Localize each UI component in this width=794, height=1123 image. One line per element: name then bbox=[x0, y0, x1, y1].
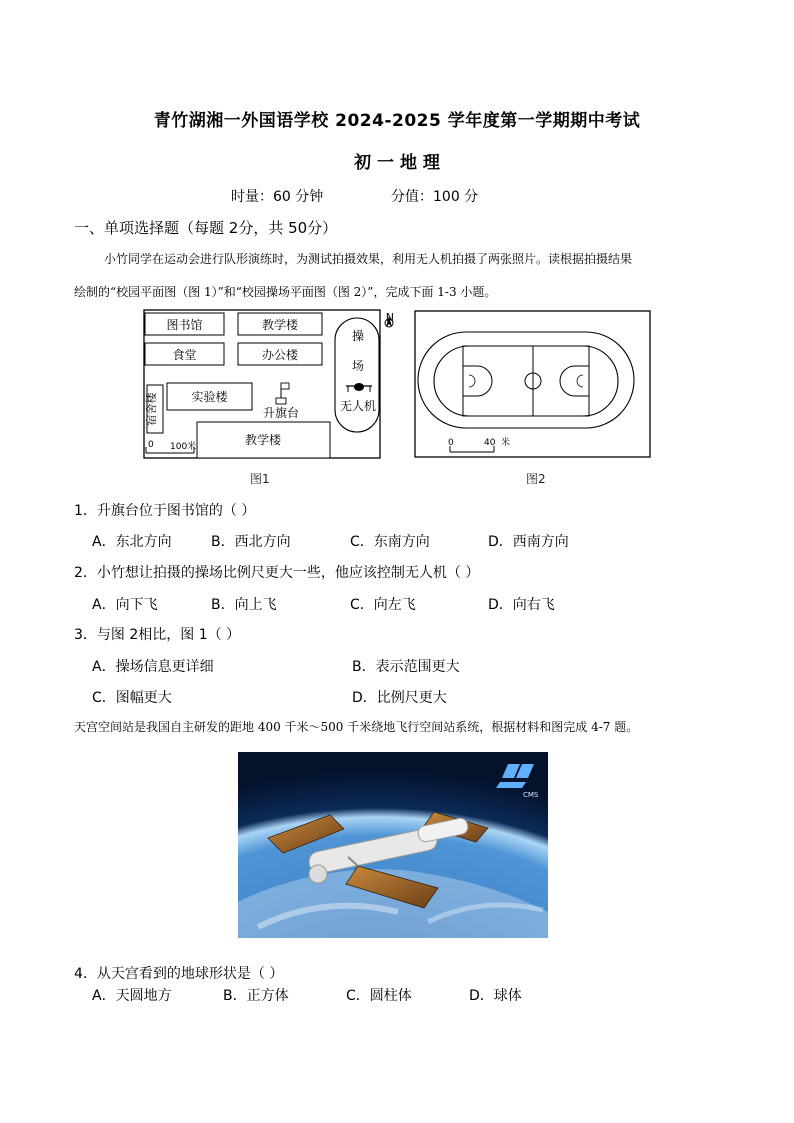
scale-2-40: 40 bbox=[484, 438, 496, 448]
question-2-option-c: C．向左飞 bbox=[350, 597, 416, 613]
label-canteen: 食堂 bbox=[172, 348, 197, 362]
question-4-option-c: C．圆柱体 bbox=[346, 988, 412, 1004]
label-library: 图书馆 bbox=[166, 318, 203, 332]
question-2-option-d: D．向右飞 bbox=[488, 597, 555, 613]
question-4-option-d: D．球体 bbox=[469, 988, 522, 1004]
label-field-1: 操 bbox=[351, 329, 365, 343]
figure-2-caption: 图2 bbox=[526, 472, 546, 486]
label-field-2: 场 bbox=[351, 359, 365, 373]
scale-2-zero: 0 bbox=[448, 438, 454, 448]
figure-2-playground-plan bbox=[413, 309, 653, 459]
figure-1-campus-map bbox=[140, 306, 396, 466]
figure-1-caption: 图1 bbox=[250, 472, 270, 486]
question-3-stem: 3．与图 2相比，图 1（ ） bbox=[74, 627, 241, 643]
question-1-option-c: C．东南方向 bbox=[350, 534, 430, 550]
exam-score: 分值：100 分 bbox=[391, 189, 479, 205]
question-4-option-b: B．正方体 bbox=[223, 988, 289, 1004]
scale-1-zero: 0 bbox=[148, 440, 154, 450]
question-4-option-a: A．天圆地方 bbox=[92, 988, 172, 1004]
question-2-option-a: A．向下飞 bbox=[92, 597, 158, 613]
label-drone: 无人机 bbox=[339, 399, 377, 413]
intro-line-1: 小竹同学在运动会进行队形演练时，为测试拍摄效果，利用无人机拍摄了两张照片。读根据拍摄结果 bbox=[104, 252, 633, 266]
question-3-option-b: B．表示范围更大 bbox=[352, 659, 460, 675]
question-3-option-d: D．比例尺更大 bbox=[352, 690, 447, 706]
intro-line-2: 绘制的“校园平面图（图 1）”和“校园操场平面图（图 2）”，完成下面 1-3 小题。 bbox=[74, 285, 497, 299]
space-station-photo bbox=[238, 752, 548, 938]
label-flag-platform: 升旗台 bbox=[262, 406, 300, 420]
question-1-option-d: D．西南方向 bbox=[488, 534, 569, 550]
section-heading: 一、单项选择题（每题 2分，共 50分） bbox=[74, 219, 338, 237]
label-lab: 实验楼 bbox=[191, 390, 228, 404]
question-1-stem: 1．升旗台位于图书馆的（ ） bbox=[74, 503, 256, 519]
question-1-option-b: B．西北方向 bbox=[211, 534, 291, 550]
intro-2: 天宫空间站是我国自主研发的距地 400 千米～500 千米绕地飞行空间站系统，根据材料和图完成 4-7 题。 bbox=[74, 720, 639, 734]
question-4-stem: 4．从天宫看到的地球形状是（ ） bbox=[74, 966, 284, 982]
cms-logo-text: CMS bbox=[523, 791, 539, 799]
exam-subject: 初 一 地 理 bbox=[354, 153, 440, 173]
question-2-stem: 2．小竹想让拍摄的操场比例尺更大一些，他应该控制无人机（ ） bbox=[74, 565, 480, 581]
question-3-option-a: A．操场信息更详细 bbox=[92, 659, 214, 675]
label-office: 办公楼 bbox=[261, 348, 299, 362]
label-teaching-bottom: 教学楼 bbox=[244, 433, 282, 447]
question-1-option-a: A．东北方向 bbox=[92, 534, 172, 550]
label-teaching-top: 教学楼 bbox=[261, 318, 299, 332]
question-3-option-c: C．图幅更大 bbox=[92, 690, 172, 706]
label-dorm: 宿舍楼 bbox=[145, 392, 158, 426]
exam-time: 时量：60 分钟 bbox=[231, 189, 324, 205]
scale-2-unit: 米 bbox=[501, 438, 511, 448]
exam-title: 青竹湖湘一外国语学校 2024-2025 学年度第一学期期中考试 bbox=[153, 111, 641, 131]
question-2-option-b: B．向上飞 bbox=[211, 597, 277, 613]
label-north: N bbox=[385, 311, 394, 324]
scale-1-100m: 100米 bbox=[170, 442, 197, 452]
